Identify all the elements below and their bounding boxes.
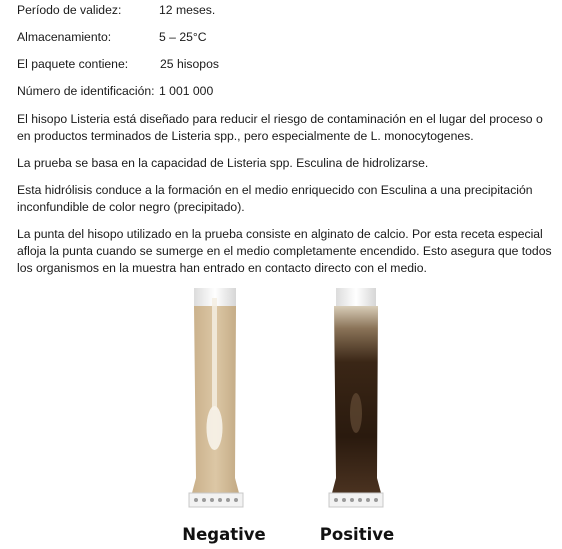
- paragraph-swab-tip: La punta del hisopo utilizado en la prueba consiste en alginato de calcio. Por esta receta especial afloja la punta cuando se sumerge en el medio completamente encendido. Esto asegura que todos los organismos en la muestra han entrado en contacto directo con el medio.: [17, 227, 552, 275]
- paragraph-hydrolysis: Esta hidrólisis conduce a la formación en el medio enriquecido con Esculina a una precipitación inconfundible de color negro (precipitado).: [17, 183, 533, 214]
- spec-value: 25 hisopos: [160, 57, 219, 71]
- paragraph-basis: La prueba se basa en la capacidad de Listeria spp. Esculina de hidrolizarse.: [17, 156, 429, 170]
- spec-label: Almacenamiento:: [17, 30, 112, 44]
- spec-value: 12 meses.: [159, 3, 216, 17]
- negative-tube-image: [182, 288, 250, 510]
- positive-tube-image: [322, 288, 390, 510]
- positive-label: Positive: [319, 525, 395, 544]
- spec-label: El paquete contiene:: [17, 57, 129, 71]
- spec-value: 1 001 000: [159, 84, 214, 98]
- spec-label: Período de validez:: [17, 3, 122, 17]
- negative-label: Negative: [182, 525, 266, 544]
- spec-label: Número de identificación:: [17, 84, 155, 98]
- spec-value: 5 – 25°C: [159, 30, 207, 44]
- paragraph-purpose: El hisopo Listeria está diseñado para reducir el riesgo de contaminación en el lugar del proceso o en productos terminados de Listeria spp., pero especialmente de L. monocytogenes.: [17, 112, 543, 143]
